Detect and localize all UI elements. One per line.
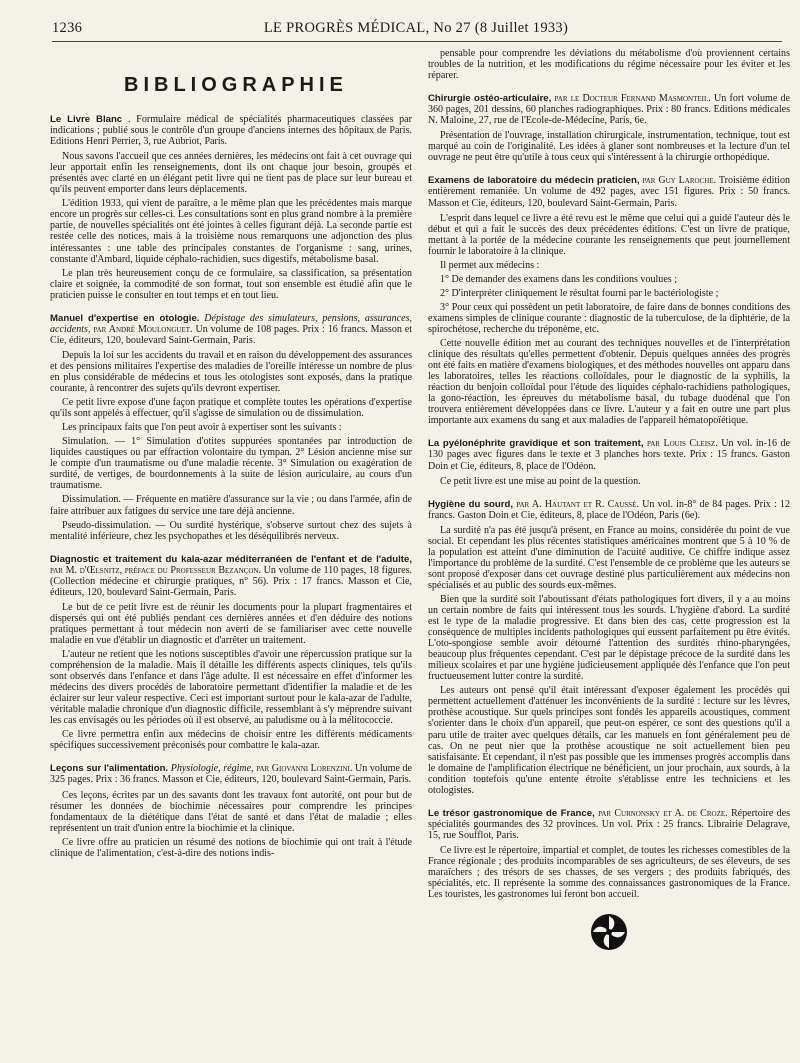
entry-title: Diagnostic et traitement du kala-azar méditerranéen de l'enfant et de l'adulte, (50, 553, 412, 565)
journal-title: LE PROGRÈS MÉDICAL, No 27 (8 Juillet 1933) (263, 20, 569, 36)
bibliography-entry (428, 438, 790, 486)
entry-paragraph: Il permet aux médecins : (440, 259, 540, 271)
entry-author: par Giovanni Lorenzini. (256, 763, 353, 775)
header-rule (52, 41, 782, 42)
entry-title: Examens de laboratoire du médecin praticien, (428, 175, 640, 187)
entry-paragraph: 2° D'interpréter cliniquement le résultat fourni par le bactériologiste ; (440, 287, 719, 299)
entry-details: Troisième édition entièrement remaniée. Un volume de 492 pages, avec 151 figures. Prix : 50 francs. Masson et Cie, éditeurs, 120, boulevard Saint-Germain, Paris. (428, 175, 790, 209)
entry-paragraph: Le plan très heureusement conçu de ce formulaire, sa classification, sa présentation claire et soignée, la commodité de son format, tout son ensemble est étudié afin que le praticien puisse le consulter en tout temps et en tout lieu. (50, 267, 412, 301)
entry-paragraph: Nous savons l'accueil que ces années dernières, les médecins ont fait à cet ouvrage qui leur apportait enfin les renseignements, dont ils ont chaque jour besoin, groupés et présentés avec clarté en un élégant petit livre qui ne tient pas de place sur leur bureau et qu'ils peuvent emporter dans leurs déplacements. (50, 151, 412, 196)
section-title: BIBLIOGRAPHIE (124, 74, 348, 96)
entry-details: Un fort volume de 360 pages, 201 dessins, 60 planches radiographiques. Prix : 80 francs. Editions médicales N. Maloine, 27, rue de l'Ecole-de-Médecine, Paris, 6e. (428, 93, 790, 127)
entry-paragraph: Ce livre offre au praticien un résumé des notions de biochimie qui ont trait à l'étude clinique de l'alimentation, c'est-à-dire des notions indis- (50, 836, 412, 859)
entry-paragraph: Les auteurs ont pensé qu'il était intéressant d'exposer également les procédés qui permettent actuellement d'atténuer les inconvénients de la surdité : lecture sur les lèvres, prothèse acoustique. Sur quels principes sont fondés les appareils acoustiques, comment s'orienter dans le choix d'un appareil, que peut-on espérer, ce sont des questions qu'il a paru utile de traiter avec quelques détails, car les manuels en font généralement peu de cas. On ne peut nier que la prothèse acoustique ne soit actuellement bien peu satisfaisante. Et cependant, il n'est pas possible que les immenses progrès accomplis dans le domaine de l'amplification électrique ne bénéficient, un jour prochain, aux sourds, à la condition toutefois qu'une entente étroite s'établisse entre les techniciens et les otologistes. (428, 685, 790, 796)
entry-paragraph: Ce livre permettra enfin aux médecins de choisir entre les différents médicaments spécifiques successivement préconisés pour combattre le kala-azar. (50, 729, 412, 752)
entry-details: Un vol. in-8° de 84 pages. Prix : 12 francs. Gaston Doin et Cie, éditeurs, 8, place de l'Odéon, Paris (6e). (428, 498, 790, 521)
entry-title: Le trésor gastronomique de France, (428, 807, 595, 819)
bibliography-entry (428, 175, 790, 426)
entry-author: par André Moulonguet. (93, 323, 193, 335)
entry-title: Le Livre Blanc (50, 114, 123, 125)
entry-details: Un vol. in-16 de 130 pages avec figures dans le texte et 3 planches hors texte. Prix : 15 francs. Gaston Doin et Cie, éditeurs, 8, place de l'Odéon. (428, 438, 790, 472)
bibliography-entry (50, 763, 412, 858)
entry-author: par Guy Laroche. (642, 175, 717, 187)
entry-details: Un volume de 325 pages. Prix : 36 francs. Masson et Cie, éditeurs, 120, boulevard Saint-Germain, Paris. (50, 763, 412, 786)
entry-details: . Formulaire médical de spécialités pharmaceutiques classées par indications ; publié sous le contrôle d'un groupe d'anciens internes des hôpitaux de Paris. Editions Henri Perrier, 3, rue Aubriot, Paris. (50, 114, 412, 148)
entry-heading (428, 175, 790, 208)
left-column (50, 48, 412, 1057)
entry-details: Un volume de 110 pages, 18 figures. (Collection médecine et chirurgie pratiques, n° 56). Prix : 17 francs. Masson et Cie, éditeurs, 120, boulevard Saint-Germain, Paris. (50, 564, 412, 598)
entry-paragraph: Ce petit livre est une mise au point de la question. (440, 475, 641, 487)
entry-heading (50, 313, 412, 346)
right-column (428, 48, 790, 1057)
entry-title: Hygiène du sourd, (428, 498, 514, 510)
entry-heading (428, 93, 790, 126)
entry-author: par M. d'Œlsnitz, préface du Professeur Bezançon. (50, 564, 261, 576)
entry-details: Répertoire des spécialités gourmandes des 32 provinces. Un vol. Prix : 25 francs. Librairie Delagrave, 15, rue Soufflot, Paris. (428, 807, 790, 841)
entry-paragraph: Les principaux faits que l'on peut avoir à expertiser sont les suivants : (62, 422, 342, 434)
bibliography-entry (428, 499, 790, 796)
entry-paragraph: Bien que la surdité soit l'aboutissant d'états pathologiques fort divers, il y a au moins un certain nombre de faits qui intéressent tous les sourds. L'hygiène d'abord. La surdité est le type de la maladie progressive. Et dans bien des cas, cette progression est la conséquence de multiples incidents pathologiques qui eussent parfaitement pu être évités. L'oto-spongiose semble avoir détourné l'attention des surdités rhino-pharyngées, beaucoup plus fréquentes cependant. C'est par le dépistage précoce de la surdité dans les milieux scolaires et par une hygiène judicieusement appliquée dès l'enfance que l'on peut fructueusement lutter contre la surdité. (428, 593, 790, 683)
entry-paragraph: Depuis la loi sur les accidents du travail et en raison du développement des assurances et des pensions militaires l'expertise des maladies de l'oreille intéresse un nombre de plus en plus considérable de médecins et tous les otologistes sont exposés, dans la pratique courante, à rencontrer des sujets qu'ils devront expertiser. (50, 349, 412, 395)
entry-heading (50, 114, 412, 147)
entry-paragraph: Simulation. — 1° Simulation d'otites suppurées spontanées par introduction de liquides caustiques ou par effraction volontaire du tympan. 2° Lésion ancienne mise sur le compte d'un traumatisme ou d'une maladie récente. 3° Simulation ou exagération de surdité, de vertiges, de bourdonnements à la suite de lésion auriculaire, au cours d'un traumatisme. (50, 436, 412, 492)
entry-details: Un volume de 108 pages. Prix : 16 francs. Masson et Cie, éditeurs, 120, boulevard Saint-Germain, Paris. (50, 323, 412, 346)
entry-subtitle: Dépistage des simulateurs, pensions, assurances, accidents, (50, 312, 412, 335)
page-number: 1236 (52, 20, 83, 36)
entry-heading (428, 499, 790, 521)
entry-author: par Curnonsky et A. de Croze. (598, 807, 728, 819)
entry-heading (50, 763, 412, 785)
running-head (52, 20, 780, 40)
entry-title: La pyélonéphrite gravidique et son traitement, (428, 438, 644, 450)
entry-subtitle: Physiologie, régime, (170, 763, 254, 775)
entry-title: Manuel d'expertise en otologie. (50, 312, 200, 324)
bibliography-entry (428, 48, 790, 81)
entry-title: Leçons sur l'alimentation. (50, 763, 169, 775)
entry-paragraph: L'édition 1933, qui vient de paraître, a le même plan que les précédentes mais marque encore un progrès sur celles-ci. Les consultations sont en plus grand nombre à la première partie, de nouvelles spécialités ont été jointes à celles figurant déjà. La seconde partie est restée celle des notices, mais à la troisième nous remarquons une adjonction des plus intéressantes : une table des principales constantes de l'organisme : sang, urines, constante d'Ambard, liquide céphalo-rachidien, sucs digestifs, métabolisme basal. (50, 198, 412, 265)
entry-paragraph: Ce livre est le répertoire, impartial et complet, de toutes les richesses comestibles de la France régionale ; des produits incomparables de ses agriculteurs, de ses éleveurs, de ses maraîchers ; des trésors de ses chasses, de ses vergers ; des produits fabriqués, des spécialités, etc. Il représente la somme des connaissances gastronomiques de la France. Les touristes, les gastronomes lui feront bon accueil. (428, 844, 790, 901)
entry-paragraph: Pseudo-dissimulation. — Ou surdité hystérique, s'observe surtout chez des sujets à mentalité inférieure, chez les psychopathes et les déséquilibrés nerveux. (50, 519, 412, 542)
entry-title: Chirurgie ostéo-articulaire, (428, 93, 552, 105)
entry-heading (428, 808, 790, 841)
entry-paragraph: L'auteur ne retient que les notions susceptibles d'avoir une répercussion pratique sur la compréhension de la maladie. Mais il détaille les différents aspects cliniques, tels qu'ils sont observés dans l'enfance et dans l'âge adulte. Il est nécessaire en effet d'informer les médecins des divers procédés de laboratoire permettant d'identifier la maladie et de les éclairer sur leur valeur respective. Ceci est important surtout pour le kala-azar de l'adulte, véritable maladie chronique d'un diagnostic difficile, ressemblant à s'y méprendre suivant les cas envisagés ou les périodes où il est observé, au paludisme ou à la mélitococcie. (50, 649, 412, 727)
entry-paragraph: Ces leçons, écrites par un des savants dont les travaux font autorité, ont pour but de résumer les données de biochimie nécessaires pour comprendre les principes fondamentaux de la diététique dans l'état de santé et dans l'état de maladie ; elles représentent un trait d'union entre la biochimie et la clinique. (50, 789, 412, 834)
entry-paragraph: Le but de ce petit livre est de réunir les documents pour la plupart fragmentaires et dispersés qui ont été publiés pendant ces dernières années et d'en déduire des notions pratiques permettant à tout médecin non averti de se familiariser avec cette nouvelle maladie en vue d'établir un diagnostic et d'arrêter un traitement. (50, 601, 412, 646)
left-entries (50, 114, 412, 859)
bibliography-entry (50, 554, 412, 752)
bibliography-entry (428, 808, 790, 900)
entry-author: par Louis Cleisz. (647, 438, 718, 450)
entry-paragraph: pensable pour comprendre les déviations du métabolisme d'où proviennent certains troubles de la nutrition, et les modifications du régime nécessaire pour les éviter et les réparer. (428, 48, 790, 82)
entry-paragraph: Ce petit livre expose d'une façon pratique et complète toutes les opérations d'expertise qu'ils sont appelés à effectuer, qu'il s'agisse de simulation ou de dissimulation. (50, 397, 412, 420)
entry-paragraph: 1° De demander des examens dans les conditions voulues ; (440, 273, 677, 285)
entry-paragraph: Cette nouvelle édition met au courant des techniques nouvelles et de l'interprétation clinique des résultats qu'elles permettent d'obtenir. Depuis quelques années des progrès ont été faits en matière d'examens biologiques, et des méthodes nouvelles ont apparu dans les laboratoires, telles les réactions colloïdales, pour le diagnostic de la syphilis, la réaction du benjoin colloïdal pour l'étude des liquides céphalo-rachidiens pathologiques, la gono-réaction, les épreuves du métabolisme basal, du tubage duodénal que l'on trouvera entièrement développées dans ce livre. L'auteur y a fait en outre une part plus importante aux examens du sang et aux maladies de l'appareil hématopoïétique. (428, 338, 790, 427)
bibliography-entry (50, 313, 412, 542)
entry-paragraph: L'esprit dans lequel ce livre a été revu est le même que celui qui a guidé l'auteur dès le début et qui a fait le succès des deux précédentes éditions. C'est un livre de pratique, mettant à la portée de la médecine courante les renseignements que peut journellement fournir le laboratoire à la clinique. (428, 212, 790, 257)
bibliography-entry (50, 114, 412, 301)
entry-author: par A. Hautant et R. Caussé. (516, 498, 639, 510)
entry-heading (428, 438, 790, 471)
entry-paragraph: La surdité n'a pas été jusqu'à présent, en France au moins, considérée du point de vue social. Et cependant les plus récentes statistiques américaines montrent que 5 à 10 % de la population est atteint d'une diminution de l'acuité auditive. Ce chiffre indique assez l'importance du problème de la surdité. C'est l'ensemble de ce problème que les auteurs se sont proposé d'exposer dans cet ouvrage destiné plus particulièrement aux médecins non spécialisés et au public des sourds eux-mêmes. (428, 524, 790, 591)
entry-paragraph: Présentation de l'ouvrage, installation chirurgicale, instrumentation, technique, tout est marqué au coin de l'originalité. Les idées à glaner sont nombreuses et la lecture d'un tel ouvrage ne peut être qu'utile à tous ceux qui s'intéressent à la chirurgie orthopédique. (428, 130, 790, 164)
entry-paragraph: Dissimulation. — Fréquente en matière d'assurance sur la vie ; ou dans l'armée, afin de faire attribuer aux fatigues du service une tare déjà ancienne. (50, 494, 412, 517)
ornament-icon (589, 912, 629, 952)
bibliography-entry (428, 93, 790, 163)
entry-heading (50, 554, 412, 598)
entry-paragraph: 3° Pour ceux qui possèdent un petit laboratoire, de faire dans de bonnes conditions des examens simples de clinique courante : diagnostic de la tuberculose, de la diphtérie, de la spirochétose, recherche du tréponème, etc. (428, 301, 790, 335)
entry-author: par le Docteur Fernand Masmonteil. (554, 93, 711, 105)
right-entries (428, 48, 790, 900)
